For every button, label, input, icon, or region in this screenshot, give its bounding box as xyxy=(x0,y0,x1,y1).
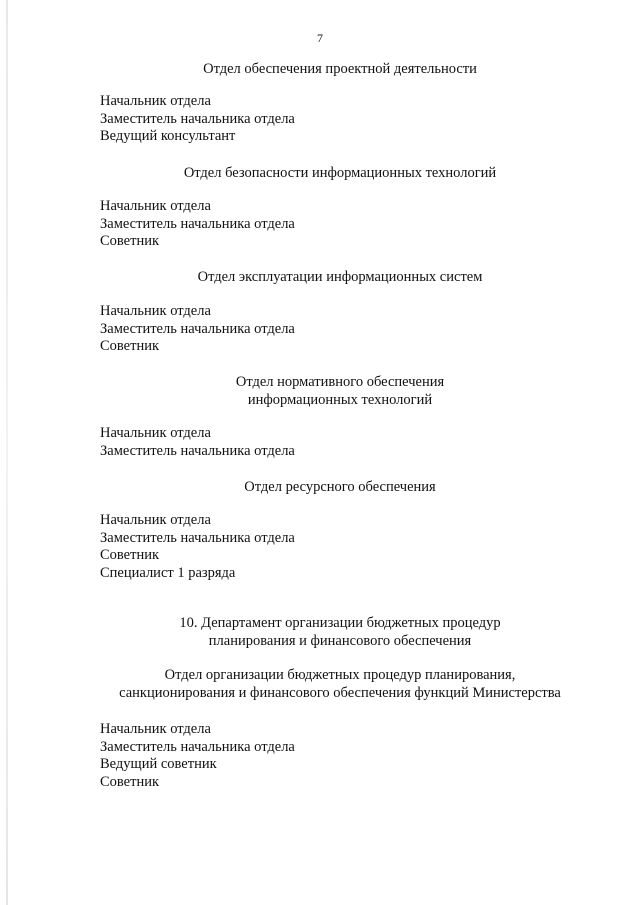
position-item: Начальник отдела xyxy=(100,198,211,214)
section-heading-line: информационных технологий xyxy=(247,392,433,408)
position-item: Начальник отдела xyxy=(100,303,211,319)
position-item: Начальник отдела xyxy=(100,512,211,528)
position-item: Советник xyxy=(100,547,160,563)
section-heading xyxy=(60,164,620,182)
position-item: Начальник отдела xyxy=(100,425,211,441)
section-heading xyxy=(60,373,620,409)
position-item: Заместитель начальника отдела xyxy=(100,529,295,546)
position-item: Ведущий консультант xyxy=(100,128,236,144)
position-item: Заместитель начальника отдела xyxy=(100,110,295,127)
position-list xyxy=(100,425,295,460)
position-item: Начальник отдела xyxy=(100,93,211,109)
position-list xyxy=(100,303,295,356)
page-number: 7 xyxy=(317,31,323,45)
position-list xyxy=(100,93,295,146)
section-heading-line: Отдел безопасности информационных технологий xyxy=(183,165,497,181)
department-heading-line: планирования и финансового обеспечения xyxy=(208,633,472,649)
section-heading xyxy=(60,268,620,286)
position-item: Ведущий советник xyxy=(100,756,217,772)
position-item: Советник xyxy=(100,338,160,354)
position-list xyxy=(100,512,295,582)
position-item: Советник xyxy=(100,773,160,790)
department-heading xyxy=(60,614,620,650)
position-item: Заместитель начальника отдела xyxy=(100,738,295,755)
position-item: Заместитель начальника отдела xyxy=(100,442,295,459)
section-heading-line: Отдел организации бюджетных процедур планирования, xyxy=(164,667,516,683)
position-list xyxy=(100,198,295,251)
section-heading-line: санкционирования и финансового обеспечения функций Министерства xyxy=(119,685,561,701)
department-heading-line: 10. Департамент организации бюджетных процедур xyxy=(179,615,501,631)
section-heading-line: Отдел обеспечения проектной деятельности xyxy=(203,61,477,77)
section-heading xyxy=(60,60,620,78)
position-item: Специалист 1 разряда xyxy=(100,564,236,581)
position-item: Начальник отдела xyxy=(100,721,211,737)
position-item: Заместитель начальника отдела xyxy=(100,320,295,337)
section-heading-line: Отдел нормативного обеспечения xyxy=(235,374,445,390)
section-heading-line: Отдел эксплуатации информационных систем xyxy=(197,269,483,285)
scan-edge-shadow xyxy=(6,0,8,905)
section-heading xyxy=(60,478,620,496)
position-list xyxy=(100,721,295,791)
section-heading xyxy=(60,666,620,702)
position-item: Советник xyxy=(100,233,160,249)
position-item: Заместитель начальника отдела xyxy=(100,215,295,232)
section-heading-line: Отдел ресурсного обеспечения xyxy=(244,479,436,495)
